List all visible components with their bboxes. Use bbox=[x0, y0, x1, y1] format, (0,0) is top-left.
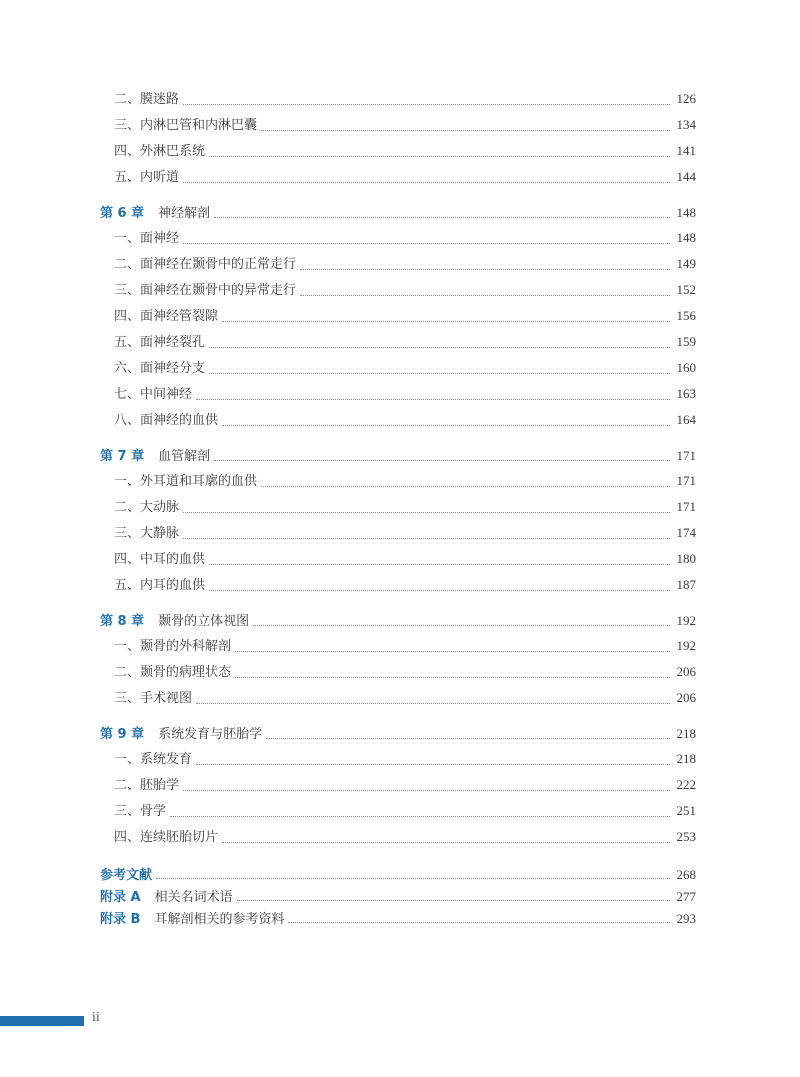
entry-page-number: 160 bbox=[676, 360, 696, 375]
entry-title: 五、内听道 bbox=[114, 170, 180, 185]
entry-title: 四、面神经管裂隙 bbox=[114, 309, 219, 324]
entry-title: 系统发育与胚胎学 bbox=[158, 727, 263, 742]
toc-section-entry[interactable] bbox=[100, 331, 696, 357]
toc-section-entry[interactable] bbox=[100, 140, 696, 166]
toc-section-entry[interactable] bbox=[100, 826, 696, 852]
entry-title: 七、中间神经 bbox=[114, 387, 193, 402]
dot-leader bbox=[196, 703, 670, 704]
entry-page-number: 180 bbox=[676, 551, 696, 566]
toc-chapter-entry[interactable] bbox=[100, 445, 696, 470]
toc-section-entry[interactable] bbox=[100, 166, 696, 192]
intro-section-list bbox=[100, 88, 696, 192]
entry-title: 耳解剖相关的参考资料 bbox=[154, 912, 285, 927]
toc-section-entry[interactable] bbox=[100, 409, 696, 435]
entry-label: 附录 A bbox=[100, 890, 141, 905]
entry-title: 二、大动脉 bbox=[114, 500, 180, 515]
dot-leader bbox=[261, 130, 670, 131]
entry-page-number: 206 bbox=[676, 664, 696, 679]
dot-leader bbox=[214, 460, 670, 461]
dot-leader bbox=[209, 156, 670, 157]
dot-leader bbox=[261, 486, 670, 487]
entry-page-number: 156 bbox=[676, 308, 696, 323]
toc-section-entry[interactable] bbox=[100, 114, 696, 140]
back-matter-list bbox=[100, 864, 696, 930]
dot-leader bbox=[209, 373, 670, 374]
toc-section-entry[interactable] bbox=[100, 88, 696, 114]
dot-leader bbox=[156, 878, 670, 879]
entry-title: 四、中耳的血供 bbox=[114, 552, 206, 567]
entry-label: 附录 B bbox=[100, 912, 141, 927]
entry-title: 五、面神经裂孔 bbox=[114, 335, 206, 350]
toc-section-entry[interactable] bbox=[100, 687, 696, 713]
entry-page-number: 268 bbox=[676, 867, 696, 882]
entry-title: 二、颞骨的病理状态 bbox=[114, 665, 232, 680]
dot-leader bbox=[235, 677, 670, 678]
entry-page-number: 192 bbox=[676, 638, 696, 653]
dot-leader bbox=[222, 425, 670, 426]
dot-leader bbox=[183, 243, 670, 244]
entry-label: 参考文献 bbox=[100, 868, 153, 883]
dot-leader bbox=[209, 347, 670, 348]
dot-leader bbox=[209, 564, 670, 565]
toc-section-entry[interactable] bbox=[100, 748, 696, 774]
dot-leader bbox=[183, 512, 670, 513]
entry-title: 二、膜迷路 bbox=[114, 92, 180, 107]
dot-leader bbox=[183, 182, 670, 183]
entry-title: 一、外耳道和耳廓的血供 bbox=[114, 474, 258, 489]
entry-page-number: 152 bbox=[676, 282, 696, 297]
dot-leader bbox=[209, 590, 670, 591]
toc-section-entry[interactable] bbox=[100, 279, 696, 305]
entry-page-number: 148 bbox=[676, 205, 696, 220]
entry-page-number: 192 bbox=[676, 613, 696, 628]
entry-title: 二、面神经在颞骨中的正常走行 bbox=[114, 257, 297, 272]
entry-page-number: 134 bbox=[676, 117, 696, 132]
entry-title: 一、系统发育 bbox=[114, 752, 193, 767]
entry-page-number: 222 bbox=[676, 777, 696, 792]
toc-chapter-entry[interactable] bbox=[100, 723, 696, 748]
chapter-list bbox=[100, 192, 696, 852]
entry-title: 六、面神经分支 bbox=[114, 361, 206, 376]
toc-section-entry[interactable] bbox=[100, 522, 696, 548]
entry-page-number: 171 bbox=[676, 448, 696, 463]
toc-section-entry[interactable] bbox=[100, 496, 696, 522]
entry-title: 五、内耳的血供 bbox=[114, 578, 206, 593]
dot-leader bbox=[196, 764, 670, 765]
toc-section-entry[interactable] bbox=[100, 470, 696, 496]
entry-page-number: 206 bbox=[676, 690, 696, 705]
toc-section-entry[interactable] bbox=[100, 253, 696, 279]
entry-page-number: 293 bbox=[676, 911, 696, 926]
toc-back-matter-entry[interactable] bbox=[100, 908, 696, 930]
toc-section-entry[interactable] bbox=[100, 227, 696, 253]
entry-page-number: 174 bbox=[676, 525, 696, 540]
dot-leader bbox=[214, 217, 670, 218]
entry-title: 三、面神经在颞骨中的异常走行 bbox=[114, 283, 297, 298]
entry-label: 第 8 章 bbox=[100, 614, 145, 629]
entry-page-number: 159 bbox=[676, 334, 696, 349]
dot-leader bbox=[266, 738, 670, 739]
entry-title: 一、面神经 bbox=[114, 231, 180, 246]
entry-page-number: 163 bbox=[676, 386, 696, 401]
entry-title: 三、手术视图 bbox=[114, 691, 193, 706]
dot-leader bbox=[253, 625, 670, 626]
entry-page-number: 218 bbox=[676, 726, 696, 741]
entry-page-number: 171 bbox=[676, 499, 696, 514]
dot-leader bbox=[237, 900, 670, 901]
toc-back-matter-entry[interactable] bbox=[100, 886, 696, 908]
dot-leader bbox=[300, 269, 670, 270]
entry-title: 八、面神经的血供 bbox=[114, 413, 219, 428]
toc-section-entry[interactable] bbox=[100, 357, 696, 383]
dot-leader bbox=[183, 538, 670, 539]
entry-title: 一、颞骨的外科解剖 bbox=[114, 639, 232, 654]
table-of-contents bbox=[100, 88, 696, 930]
dot-leader bbox=[196, 399, 670, 400]
toc-section-entry[interactable] bbox=[100, 661, 696, 687]
entry-page-number: 171 bbox=[676, 473, 696, 488]
toc-section-entry[interactable] bbox=[100, 635, 696, 661]
footer-page-number: ii bbox=[92, 1010, 100, 1025]
entry-title: 四、外淋巴系统 bbox=[114, 144, 206, 159]
entry-title: 三、大静脉 bbox=[114, 526, 180, 541]
toc-section-entry[interactable] bbox=[100, 774, 696, 800]
toc-section-entry[interactable] bbox=[100, 305, 696, 331]
dot-leader bbox=[222, 842, 670, 843]
entry-title: 三、骨学 bbox=[114, 804, 167, 819]
entry-page-number: 218 bbox=[676, 751, 696, 766]
dot-leader bbox=[288, 922, 670, 923]
toc-section-entry[interactable] bbox=[100, 800, 696, 826]
entry-title: 三、内淋巴管和内淋巴囊 bbox=[114, 118, 258, 133]
dot-leader bbox=[170, 816, 670, 817]
dot-leader bbox=[235, 651, 670, 652]
entry-page-number: 141 bbox=[676, 143, 696, 158]
entry-label: 第 9 章 bbox=[100, 727, 145, 742]
entry-page-number: 144 bbox=[676, 169, 696, 184]
toc-chapter-entry[interactable] bbox=[100, 202, 696, 227]
entry-page-number: 277 bbox=[676, 889, 696, 904]
entry-title: 血管解剖 bbox=[158, 449, 211, 464]
entry-label: 第 7 章 bbox=[100, 449, 145, 464]
entry-label: 第 6 章 bbox=[100, 206, 145, 221]
entry-page-number: 148 bbox=[676, 230, 696, 245]
footer-accent-bar bbox=[0, 1016, 84, 1026]
entry-title: 神经解剖 bbox=[158, 206, 211, 221]
toc-chapter-entry[interactable] bbox=[100, 610, 696, 635]
dot-leader bbox=[183, 790, 670, 791]
dot-leader bbox=[183, 104, 670, 105]
entry-page-number: 251 bbox=[676, 803, 696, 818]
entry-title: 二、胚胎学 bbox=[114, 778, 180, 793]
dot-leader bbox=[300, 295, 670, 296]
entry-page-number: 253 bbox=[676, 829, 696, 844]
toc-section-entry[interactable] bbox=[100, 383, 696, 409]
entry-title: 四、连续胚胎切片 bbox=[114, 830, 219, 845]
entry-page-number: 164 bbox=[676, 412, 696, 427]
entry-page-number: 187 bbox=[676, 577, 696, 592]
entry-page-number: 126 bbox=[676, 91, 696, 106]
entry-page-number: 149 bbox=[676, 256, 696, 271]
toc-back-matter-entry[interactable] bbox=[100, 864, 696, 886]
entry-title: 颞骨的立体视图 bbox=[158, 614, 250, 629]
dot-leader bbox=[222, 321, 670, 322]
toc-section-entry[interactable] bbox=[100, 574, 696, 600]
entry-title: 相关名词术语 bbox=[154, 890, 233, 905]
toc-section-entry[interactable] bbox=[100, 548, 696, 574]
